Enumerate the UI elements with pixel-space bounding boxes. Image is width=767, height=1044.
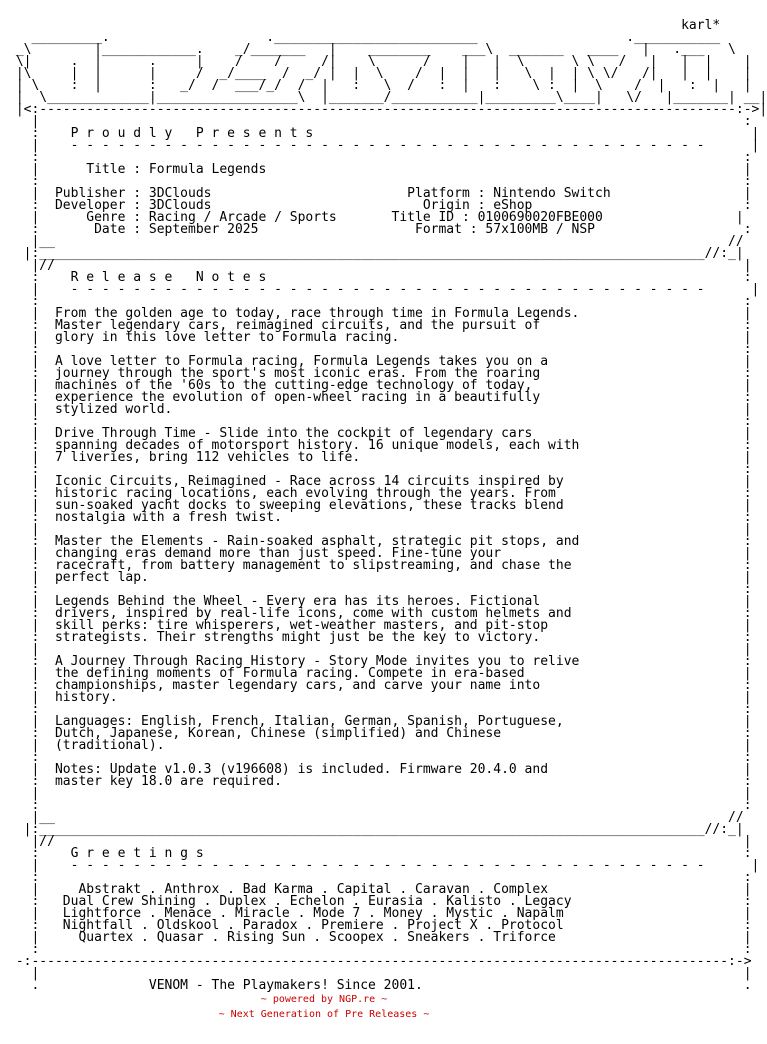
nfo-line: : : [8, 870, 752, 885]
nfo-line: | Abstrakt . Anthrox . Bad Karma . Capital . Caravan . Complex | [8, 882, 752, 897]
nfo-line: | Drive Through Time - Slide into the cockpit of legendary cars | [8, 426, 752, 441]
nfo-line: | | [8, 522, 752, 537]
nfo-line: | Title : Formula Legends | [8, 162, 752, 177]
nfo-line: : : [8, 462, 752, 477]
nfo-line: | Notes: Update v1.0.3 (v196608) is included. Firmware 20.4.0 and | [8, 762, 752, 777]
nfo-line: : historic racing locations, each evolving through the years. From : [8, 486, 752, 501]
nfo-line: _\ |____________. _/_______ | ________ ___\ _______ ____ | .___ \ [8, 42, 736, 57]
nfo-line: : spanning decades of motorsport history. 16 unique models, each with : [8, 438, 752, 453]
nfo-line: \| . | . | / / /| \ / | | \ \ \ / | | | | [8, 54, 752, 69]
nfo-line: | 7 liveries, bring 112 vehicles to life. | [8, 450, 752, 465]
nfo-line: | - - - - - - - - - - - - - - - - - - - - - - - - - - - - - - - - - - - - - - - - - | [8, 858, 760, 873]
nfo-line: | - - - - - - - - - - - - - - - - - - - - - - - - - - - - - - - - - - - - - - - - - | [8, 138, 760, 153]
nfo-line: : : [8, 342, 752, 357]
nfo-line: |<:-----------------------------------------------------------------------------------------:->| [8, 102, 767, 117]
nfo-line: : Dutch, Japanese, Korean, Chinese (simplified) and Chinese : [8, 726, 752, 741]
nfo-line: : : [8, 702, 752, 717]
nfo-line: : A Journey Through Racing History - Story Mode invites you to relive : [8, 654, 752, 669]
nfo-line: : : [8, 294, 752, 309]
nfo-line: : Date : September 2025 Format : 57x100MB / NSP : [8, 222, 752, 237]
nfo-line: : Nightfall . Oldskool . Paradox . Premiere . Project X . Protocol : [8, 918, 752, 933]
nfo-line: | the defining moments of Formula racing. Compete in era-based | [8, 666, 752, 681]
nfo-line: : : [8, 750, 752, 765]
nfo-line: : Dual Crew Shining . Duplex . Echelon . Eurasia . Kalisto . Legacy : [8, 894, 752, 909]
nfo-line: : : [8, 942, 752, 957]
footer-powered-by: ~ powered by NGP.re ~ [260, 994, 388, 1005]
nfo-line: : nostalgia with a fresh twist. : [8, 510, 752, 525]
nfo-line: : P r o u d l y P r e s e n t s | [8, 126, 760, 141]
nfo-line: | Iconic Circuits, Reimagined - Race across 14 circuits inspired by | [8, 474, 752, 489]
nfo-line: | From the golden age to today, race through time in Formula Legends. | [8, 306, 752, 321]
nfo-line: : : [8, 174, 752, 189]
nfo-line: | | [8, 786, 752, 801]
nfo-line: : master key 18.0 are required. : [8, 774, 752, 789]
nfo-line: | - - - - - - - - - - - - - - - - - - - - - - - - - - - - - - - - - - - - - - - - - | [8, 282, 760, 297]
nfo-line: : championships, master legendary cars, and carve your name into : [8, 678, 752, 693]
footer [0, 992, 648, 1022]
nfo-line: : R e l e a s e N o t e s : [8, 270, 752, 285]
nfo-line: | perfect lap. | [8, 570, 752, 585]
nfo-line: | history. | [8, 690, 752, 705]
nfo-line: | Lightforce . Menace . Miracle . Mode 7 . Money . Mystic . Napalm | [8, 906, 752, 921]
nfo-line: | Quartex . Quasar . Rising Sun . Scoopex . Sneakers . Triforce | [8, 930, 752, 945]
nfo-line: |__ // [8, 810, 744, 825]
nfo-line: | \ : | : _/ / ___/_/ / | : \ / : | : \ : | \ / | : | | [8, 78, 752, 93]
nfo-line: |\ | | | / _/____ / _/ | | \ / | | | \ | | \ \/ /| | | | [8, 66, 752, 81]
nfo-line: : Master the Elements - Rain-soaked asphalt, strategic pit stops, and : [8, 534, 752, 549]
nfo-line: | Languages: English, French, Italian, German, Spanish, Portuguese, | [8, 714, 752, 729]
nfo-line: |:_____________________________________________________________________________________//:_| [8, 246, 744, 261]
nfo-line: | \_____________|__________________\ |_______/___________|_________\____| \/ |_______| __| [8, 90, 767, 105]
nfo-line: | glory in this love letter to Formula racing. | [8, 330, 752, 345]
nfo-line: : Master legendary cars, reimagined circuits, and the pursuit of : [8, 318, 752, 333]
nfo-line: |__ // [8, 234, 744, 249]
nfo-line: | Legends Behind the Wheel - Every era has its heroes. Fictional | [8, 594, 752, 609]
nfo-line: : drivers, inspired by real-life icons, come with custom helmets and : [8, 606, 752, 621]
footer-tagline: ~ Next Generation of Pre Releases ~ [218, 1009, 430, 1020]
nfo-line: | (traditional). | [8, 738, 752, 753]
nfo-line: : racecraft, from battery management to slipstreaming, and chase the : [8, 558, 752, 573]
nfo-line: | | [8, 966, 752, 981]
nfo-line: | skill perks: tire whisperers, wet-weather masters, and pit-stop | [8, 618, 752, 633]
nfo-text [8, 18, 767, 993]
nfo-line: | Publisher : 3DClouds Platform : Nintendo Switch | [8, 186, 752, 201]
nfo-line: : G r e e t i n g s : [8, 846, 752, 861]
nfo-line: | : [8, 114, 752, 129]
nfo-line: | machines of the '60s to the cutting-edge technology of today, | [8, 378, 752, 393]
nfo-line: | sun-soaked yacht docks to sweeping elevations, these tracks blend | [8, 498, 752, 513]
nfo-line: | Genre : Racing / Arcade / Sports Title ID : 0100690020FBE000 | [8, 210, 744, 225]
nfo-line: | A love letter to Formula racing, Formula Legends takes you on a | [8, 354, 752, 369]
nfo-line: | stylized world. | [8, 402, 752, 417]
nfo-line: : strategists. Their strengths might just be the key to victory. : [8, 630, 752, 645]
nfo-line: : : [8, 582, 752, 597]
nfo-line: karl* [8, 18, 721, 33]
nfo-line: : journey through the sport's most iconic eras. From the roaring : [8, 366, 752, 381]
nfo-line: : : [8, 150, 752, 165]
nfo-line: |:_____________________________________________________________________________________//:_| [8, 822, 744, 837]
nfo-line: : Developer : 3DClouds Origin : eShop : [8, 198, 752, 213]
nfo-line: |// | [8, 258, 752, 273]
nfo-line: : : [8, 414, 752, 429]
nfo-line: |// | [8, 834, 752, 849]
nfo-line: : experience the evolution of open-wheel racing in a beautifully : [8, 390, 752, 405]
nfo-line: _________. .__________________________ .___________ [8, 30, 721, 45]
nfo-line: | changing eras demand more than just speed. Fine-tune your | [8, 546, 752, 561]
nfo-line: -:-----------------------------------------------------------------------------------------:-> [8, 954, 752, 969]
nfo-line: . VENOM - The Playmakers! Since 2001. . [8, 978, 752, 993]
nfo-line: : : [8, 798, 752, 813]
nfo-line: | | [8, 642, 752, 657]
